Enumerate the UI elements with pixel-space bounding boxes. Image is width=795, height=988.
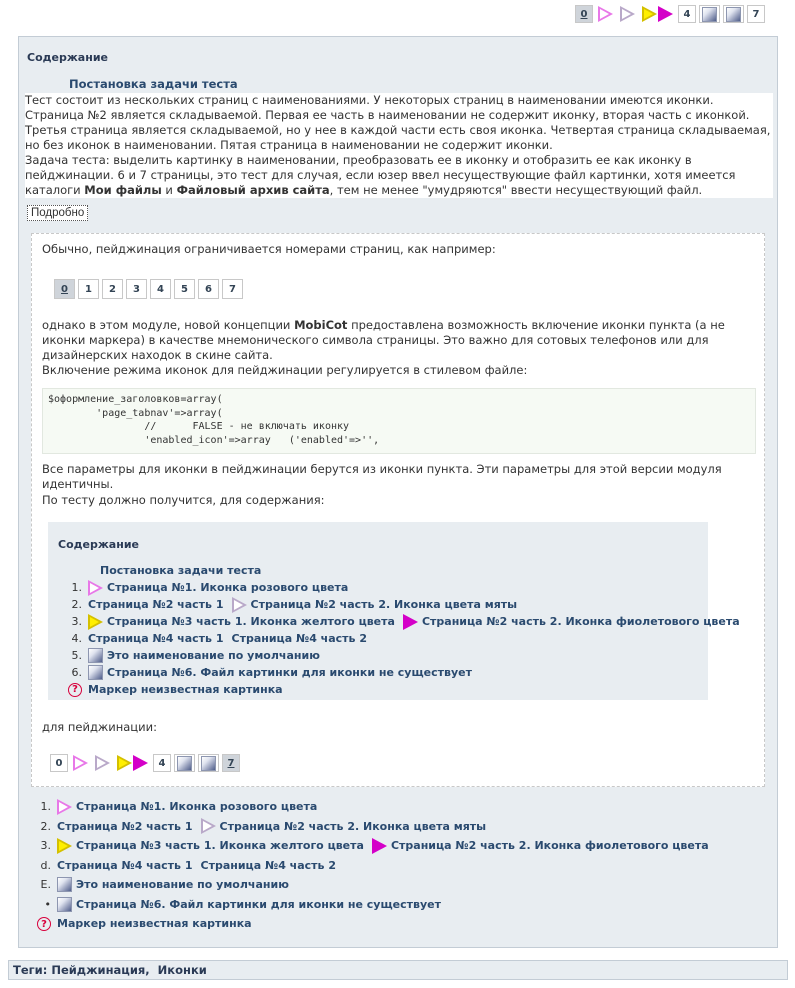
inner-toc-item — [60, 613, 740, 630]
inner-toc-link[interactable]: Страница №3 часть 1. Иконка желтого цвета — [107, 615, 395, 628]
toc-item — [29, 817, 709, 837]
style-file-text: Включение режима иконок для пейджинации регулируется в стилевом файле: — [42, 363, 528, 377]
toc-link[interactable]: Страница №2 часть 2. Иконка фиолетового цвета — [390, 839, 709, 853]
inner-toc-link[interactable]: Это наименование по умолчанию — [107, 649, 320, 662]
mint-triangle-icon — [95, 755, 110, 771]
violet-triangle-icon — [403, 614, 418, 630]
toc-link[interactable]: Страница №2 часть 2. Иконка цвета мяты — [219, 819, 487, 833]
numeric-example-page-6: 6 — [198, 279, 219, 299]
numeric-example-page-4: 4 — [150, 279, 171, 299]
toc-item — [29, 856, 709, 876]
description-paragraph-1: Тест состоит из нескольких страниц с наименованиями. У некоторых страниц в наименовании имеются иконки. Страница №2 является складываемой. Первая ее часть в наименовании не содержит иконку, вторая часть с иконкой. Третья страница является складываемой, но у нее в каждой части есть своя иконка. Четвертая страница складываемая, но без иконок в наименовании. Пятая страница в наименовании не содержит иконки. — [25, 93, 771, 152]
top-page-icon-5[interactable] — [699, 5, 720, 23]
toc-title: Содержание — [27, 51, 108, 64]
inner-toc-item — [60, 664, 740, 681]
mobicot-name: MobiCot — [294, 318, 348, 332]
list-number: 1. — [40, 800, 51, 814]
icon-pager-example — [50, 754, 240, 772]
mint-triangle-icon — [620, 6, 635, 22]
list-number: 6. — [71, 666, 82, 679]
gradient-square-icon — [88, 665, 103, 680]
my-files-link[interactable]: Мои файлы — [84, 183, 162, 197]
list-number: E. — [40, 878, 51, 892]
yellow-triangle-icon — [642, 6, 657, 22]
mobicot-paragraph — [42, 318, 752, 363]
yellow-triangle-icon — [117, 755, 132, 771]
toc-link[interactable]: Страница №3 часть 1. Иконка желтого цвета — [76, 839, 364, 853]
toc-item — [29, 895, 709, 915]
toc-link[interactable]: Страница №1. Иконка розового цвета — [76, 800, 318, 814]
list-number: 1. — [71, 581, 82, 594]
example-page-0[interactable]: 0 — [50, 754, 68, 772]
gradient-square-icon — [57, 897, 72, 912]
top-page-4[interactable]: 4 — [678, 5, 696, 23]
para-text: однако в этом модуле, новой концепции — [42, 318, 295, 332]
description-paragraph-2 — [25, 153, 773, 198]
list-number: d. — [40, 858, 51, 872]
top-page-icon-3[interactable] — [640, 5, 675, 23]
details-box — [31, 233, 765, 787]
mint-triangle-icon — [232, 597, 247, 613]
top-page-icon-1[interactable] — [596, 5, 615, 23]
example-page-4[interactable]: 4 — [153, 754, 171, 772]
inner-toc-link[interactable]: Страница №1. Иконка розового цвета — [107, 581, 349, 594]
description — [25, 93, 773, 198]
example-page-icon-3[interactable] — [115, 754, 150, 772]
pink-triangle-icon — [57, 799, 72, 815]
toc-link[interactable]: Страница №4 часть 2 — [200, 858, 336, 872]
desc-text: Задача теста: выделить картинку в наименовании, преобразовать ее в иконку и отобразить ее как иконку в пейджинации. 6 и 7 страницы, это тест для случая, если юзер ввел несуществующие файл картинки, хотя имеется каталоги — [25, 153, 736, 197]
mint-triangle-icon — [201, 818, 216, 834]
numeric-example-page-1: 1 — [78, 279, 99, 299]
tags-label: Теги: — [13, 963, 48, 977]
toc-item — [29, 914, 709, 934]
tag-link-pagination[interactable]: Пейджинация — [51, 963, 146, 977]
inner-toc-link[interactable]: Страница №4 часть 1 — [88, 632, 224, 645]
numeric-example-page-5: 5 — [174, 279, 195, 299]
params-text: Все параметры для иконки в пейджинации берутся из иконки пункта. Эти параметры для этой версии модуля идентичны. — [42, 462, 722, 491]
top-page-7[interactable]: 7 — [747, 5, 765, 23]
toc-panel — [18, 36, 778, 948]
pink-triangle-icon — [598, 6, 613, 22]
inner-section-title-link[interactable]: Постановка задачи теста — [100, 564, 262, 577]
question-mark-icon: ? — [37, 917, 51, 931]
example-page-7[interactable]: 7 — [222, 754, 240, 772]
intro-text: Обычно, пейджинация ограничивается номерами страниц, как например: — [42, 242, 496, 256]
example-page-icon-5[interactable] — [174, 754, 195, 772]
inner-toc-item — [60, 647, 740, 664]
toc-link[interactable]: Страница №4 часть 1 — [57, 858, 193, 872]
gradient-square-icon — [702, 7, 717, 22]
inner-toc-link[interactable]: Маркер неизвестная картинка — [88, 683, 283, 696]
violet-triangle-icon — [133, 755, 148, 771]
numeric-example-page-7: 7 — [222, 279, 243, 299]
list-number: 3. — [71, 615, 82, 628]
gradient-square-icon — [57, 877, 72, 892]
inner-toc-list — [60, 579, 740, 698]
code-block: $оформление_заголовков=array( 'page_tabnav'=>array( // FALSE - не включать иконку 'enabled_icon'=>array ('enabled'=>'', — [42, 388, 756, 454]
pink-triangle-icon — [88, 580, 103, 596]
numeric-pager-example — [54, 279, 243, 299]
list-number — [60, 682, 82, 697]
pink-triangle-icon — [73, 755, 88, 771]
section-title-link[interactable]: Постановка задачи теста — [69, 77, 238, 91]
list-number: • — [44, 897, 51, 911]
violet-triangle-icon — [372, 838, 387, 854]
gradient-square-icon — [726, 7, 741, 22]
inner-toc-item — [60, 579, 740, 596]
toc-item — [29, 797, 709, 817]
para-text: предоставлена возможность включение иконки пункта (а не иконки маркера) в качестве мнемонического символа страницы. Это важно для сотовых телефонов или для дизайнерских находок в скине сайта. — [42, 318, 725, 362]
inner-toc-panel — [48, 522, 740, 700]
inner-toc-link[interactable]: Страница №2 часть 1 — [88, 598, 224, 611]
inner-toc-link[interactable]: Страница №2 часть 2. Иконка фиолетового цвета — [421, 615, 740, 628]
numeric-example-page-3: 3 — [126, 279, 147, 299]
example-page-icon-6[interactable] — [198, 754, 219, 772]
toc-item — [29, 836, 709, 856]
inner-toc-link[interactable]: Страница №2 часть 2. Иконка цвета мяты — [250, 598, 518, 611]
tag-link-icons[interactable]: Иконки — [157, 963, 207, 977]
gradient-square-icon — [88, 648, 103, 663]
top-page-icon-6[interactable] — [723, 5, 744, 23]
toc-link[interactable]: Страница №2 часть 1 — [57, 819, 193, 833]
inner-toc-item — [60, 630, 740, 647]
yellow-triangle-icon — [57, 838, 72, 854]
toc-item — [29, 875, 709, 895]
top-page-0[interactable]: 0 — [575, 5, 593, 23]
list-number: 5. — [71, 649, 82, 662]
list-number: 2. — [71, 598, 82, 611]
toc-link[interactable]: Страница №6. Файл картинки для иконки не существует — [76, 897, 441, 911]
violet-triangle-icon — [658, 6, 673, 22]
result-text: По тесту должно получится, для содержания: — [42, 493, 325, 507]
example-page-icon-1[interactable] — [71, 754, 90, 772]
list-number: 2. — [40, 819, 51, 833]
inner-toc-title: Содержание — [58, 538, 139, 551]
inner-toc-link[interactable]: Страница №4 часть 2 — [231, 632, 367, 645]
inner-toc-link[interactable]: Страница №6. Файл картинки для иконки не существует — [107, 666, 472, 679]
numeric-example-page-2: 2 — [102, 279, 123, 299]
gradient-square-icon — [201, 756, 216, 771]
numeric-example-page-0: 0 — [54, 279, 75, 299]
toc-link[interactable]: Это наименование по умолчанию — [76, 878, 289, 892]
yellow-violet-triangles-icon — [117, 755, 148, 771]
desc-text: , тем не менее "умудряются" ввести несуществующий файл. — [329, 183, 703, 197]
example-page-icon-2[interactable] — [93, 754, 112, 772]
pagination-text: для пейджинации: — [42, 720, 157, 734]
desc-text: и — [161, 183, 177, 197]
toc-link[interactable]: Маркер неизвестная картинка — [57, 917, 252, 931]
list-number — [29, 917, 51, 932]
inner-toc-item — [60, 681, 740, 698]
toc-list — [29, 797, 709, 934]
file-archive-link[interactable]: Файловый архив сайта — [176, 183, 330, 197]
details-toggle-button[interactable]: Подробно — [27, 205, 88, 221]
gradient-square-icon — [177, 756, 192, 771]
list-number: 4. — [71, 632, 82, 645]
inner-toc-item — [60, 596, 740, 613]
question-mark-icon: ? — [68, 683, 82, 697]
yellow-triangle-icon — [88, 614, 103, 630]
list-number: 3. — [40, 839, 51, 853]
yellow-violet-triangles-icon — [642, 6, 673, 22]
top-pagination — [575, 5, 765, 23]
top-page-icon-2[interactable] — [618, 5, 637, 23]
tags-bar: Теги: Пейджинация, Иконки — [8, 960, 788, 980]
